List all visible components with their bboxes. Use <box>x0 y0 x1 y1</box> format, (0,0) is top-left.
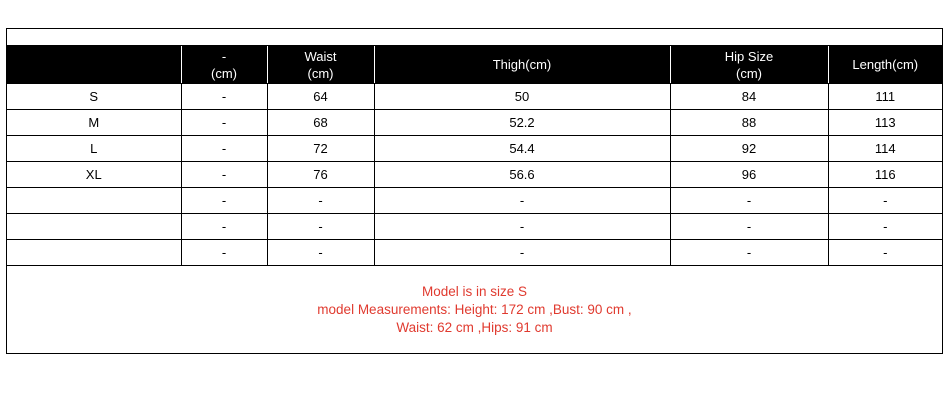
cell-waist: 68 <box>267 110 374 136</box>
cell-waist: 76 <box>267 162 374 188</box>
cell-size: L <box>7 136 181 162</box>
table-row <box>7 188 942 214</box>
cell-length: - <box>828 240 942 266</box>
cell-thigh: 52.2 <box>374 110 670 136</box>
cell-waist: 64 <box>267 84 374 110</box>
size-chart <box>6 28 943 354</box>
cell-hip: 88 <box>670 110 828 136</box>
cell-size <box>7 240 181 266</box>
cell-hip: - <box>670 214 828 240</box>
cell-length: - <box>828 188 942 214</box>
table-row <box>7 110 942 136</box>
cell-thigh: 54.4 <box>374 136 670 162</box>
header-cell-length: Length(cm) <box>828 46 942 84</box>
cell-dash: - <box>181 84 267 110</box>
cell-thigh: 50 <box>374 84 670 110</box>
cell-size: XL <box>7 162 181 188</box>
table-row <box>7 162 942 188</box>
size-table <box>7 46 942 266</box>
cell-length: 116 <box>828 162 942 188</box>
cell-size: S <box>7 84 181 110</box>
cell-length: 114 <box>828 136 942 162</box>
table-row <box>7 214 942 240</box>
table-row <box>7 136 942 162</box>
header-cell-dash: - (cm) <box>181 46 267 84</box>
cell-size <box>7 188 181 214</box>
cell-hip: 84 <box>670 84 828 110</box>
cell-thigh: - <box>374 188 670 214</box>
cell-waist: 72 <box>267 136 374 162</box>
header-cell-hip-size: Hip Size (cm) <box>670 46 828 84</box>
header-cell-size <box>7 46 181 84</box>
header-row <box>7 46 942 84</box>
header-cell-waist: Waist (cm) <box>267 46 374 84</box>
cell-waist: - <box>267 240 374 266</box>
cell-dash: - <box>181 110 267 136</box>
cell-thigh: - <box>374 240 670 266</box>
cell-dash: - <box>181 214 267 240</box>
model-note <box>7 266 942 354</box>
cell-dash: - <box>181 136 267 162</box>
model-measurements-text: model Measurements: Height: 172 cm ,Bust: 90 cm , <box>317 302 632 317</box>
cell-waist: - <box>267 188 374 214</box>
cell-dash: - <box>181 188 267 214</box>
cell-size <box>7 214 181 240</box>
header-cell-thigh: Thigh(cm) <box>374 46 670 84</box>
model-size-text: Model is in size S <box>421 284 528 299</box>
cell-length: - <box>828 214 942 240</box>
cell-hip: - <box>670 240 828 266</box>
table-row <box>7 240 942 266</box>
cell-thigh: 56.6 <box>374 162 670 188</box>
cell-dash: - <box>181 240 267 266</box>
cell-dash: - <box>181 162 267 188</box>
model-waist-hips-text: Waist: 62 cm ,Hips: 91 cm <box>396 320 553 335</box>
cell-hip: - <box>670 188 828 214</box>
cell-size: M <box>7 110 181 136</box>
cell-waist: - <box>267 214 374 240</box>
cell-hip: 92 <box>670 136 828 162</box>
cell-length: 113 <box>828 110 942 136</box>
cell-thigh: - <box>374 214 670 240</box>
cell-hip: 96 <box>670 162 828 188</box>
table-row <box>7 84 942 110</box>
top-strip <box>7 29 942 46</box>
cell-length: 111 <box>828 84 942 110</box>
